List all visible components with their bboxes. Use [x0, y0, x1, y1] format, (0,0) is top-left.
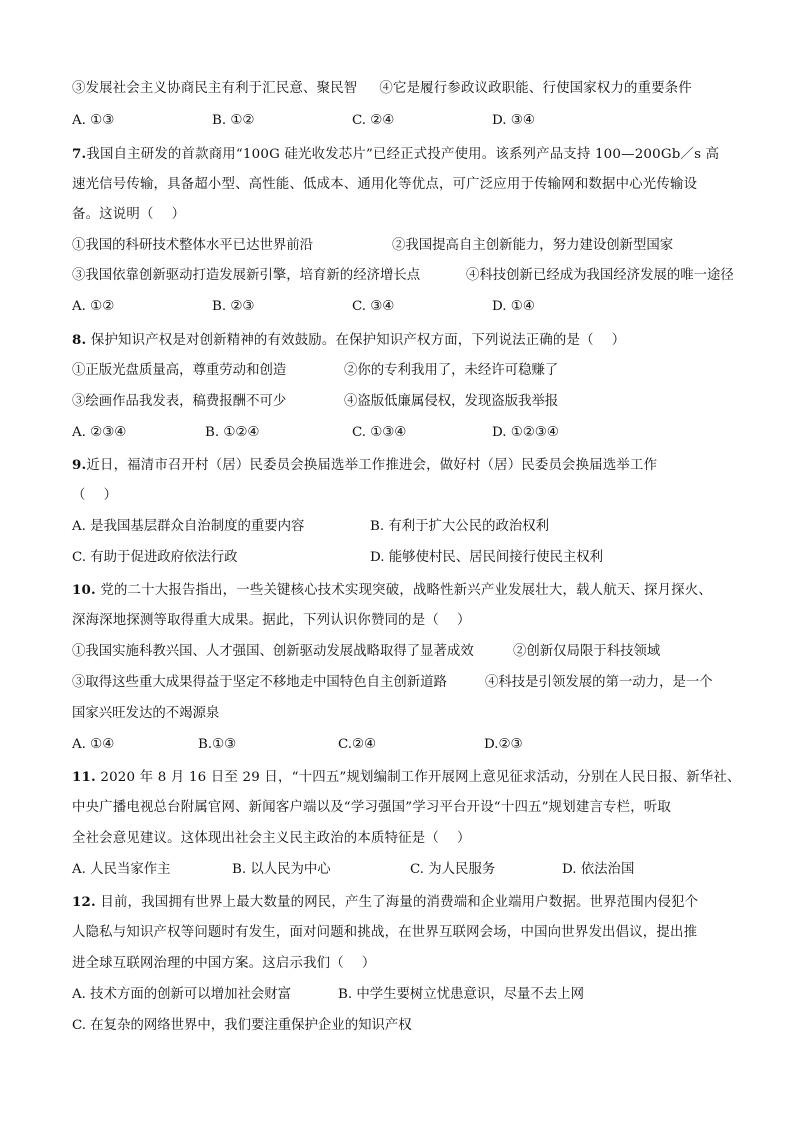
q7-statement-4: ④科技创新已经成为我国经济发展的唯一途径 — [466, 268, 734, 283]
q6-option-c[interactable]: C. ②④ — [352, 113, 395, 128]
q10-stem-line-2: 深海深地探测等取得重大成果。据此，下列认识你赞同的是（ ） — [72, 613, 471, 628]
q8-stem: 8. 保护知识产权是对创新精神的有效鼓励。在保护知识产权方面，下列说法正确的是（ ） — [72, 332, 626, 348]
q9-option-a[interactable]: A. 是我国基层群众自治制度的重要内容 — [72, 519, 305, 534]
q11-stem-line-1: 11. 2020 年 8 月 16 日至 29 日，“十四五”规划编制工作开展网上意见征求活动，分别在人民日报、新华社、 — [72, 769, 741, 785]
q8-option-b[interactable]: B. ①②④ — [205, 425, 260, 440]
q7-statement-2: ②我国提高自主创新能力，努力建设创新型国家 — [392, 238, 674, 253]
q10-statement-3: ③取得这些重大成果得益于坚定不移地走中国特色自主创新道路 — [72, 675, 447, 690]
q7-option-b[interactable]: B. ②③ — [212, 299, 255, 314]
q10-stem-line-1: 10. 党的二十大报告指出，一些关键核心技术实现突破，战略性新兴产业发展壮大，载人航天、探月探火、 — [72, 582, 712, 598]
q8-statement-3: ③绘画作品我发表，稿费报酬不可少 — [72, 394, 287, 409]
q12-stem-line-1: 12. 目前，我国拥有世界上最大数量的网民，产生了海量的消费端和企业端用户数据。世界范围内侵犯个 — [72, 894, 699, 910]
q7-option-c[interactable]: C. ③④ — [352, 299, 395, 314]
q10-statement-4: ④科技是引领发展的第一动力，是一个 — [485, 675, 713, 690]
q10-option-a[interactable]: A. ①④ — [72, 737, 115, 752]
q10-option-d[interactable]: D.②③ — [484, 737, 523, 752]
q6-option-d[interactable]: D. ③④ — [492, 113, 535, 128]
q11-option-c[interactable]: C. 为人民服务 — [410, 862, 496, 877]
q6-option-a[interactable]: A. ①③ — [72, 113, 115, 128]
q11-stem-line-3: 全社会意见建议。这体现出社会主义民主政治的本质特征是（ ） — [72, 831, 471, 846]
q7-stem-line-3: 备。这说明（ ） — [72, 207, 186, 222]
q8-option-a[interactable]: A. ②③④ — [72, 425, 127, 440]
q8-number: 8. — [72, 332, 87, 348]
q7-stem-line-2: 速光信号传输，具备超小型、高性能、低成本、通用化等优点，可广泛应用于传输网和数据中心光传输设 — [72, 177, 698, 192]
q7-stem-line-1: 7.我国自主研发的首款商用“100G 硅光收发芯片”已经正式投产使用。该系列产品支持 100—200Gb／s 高 — [72, 146, 720, 162]
q8-statement-2: ②你的专利我用了，未经许可稳赚了 — [344, 363, 559, 378]
q12-option-a[interactable]: A. 技术方面的创新可以增加社会财富 — [72, 987, 292, 1002]
q7-statement-1: ①我国的科研技术整体水平已达世界前沿 — [72, 238, 314, 253]
q11-option-b[interactable]: B. 以人民为中心 — [232, 862, 331, 877]
q12-stem-line-3: 进全球互联网治理的中国方案。这启示我们（ ） — [72, 956, 376, 971]
q8-statement-1: ①正版光盘质量高，尊重劳动和创造 — [72, 363, 287, 378]
q7-option-d[interactable]: D. ①④ — [492, 299, 535, 314]
q6-option-b[interactable]: B. ①② — [212, 113, 255, 128]
q8-option-c[interactable]: C. ①③④ — [352, 425, 407, 440]
q11-number: 11. — [72, 769, 96, 785]
q6-statement-4: ④它是履行参政议政职能、行使国家权力的重要条件 — [379, 81, 692, 96]
q10-statement-1: ①我国实施科教兴国、人才强国、创新驱动发展战略取得了显著成效 — [72, 644, 474, 659]
q11-option-d[interactable]: D. 依法治国 — [562, 862, 635, 877]
q10-number: 10. — [72, 582, 96, 598]
q9-option-c[interactable]: C. 有助于促进政府依法行政 — [72, 550, 238, 565]
q11-stem-line-2: 中央广播电视总台附属官网、新闻客户端以及“学习强国”学习平台开设“十四五”规划建言专栏，听取 — [72, 800, 671, 815]
q12-option-b[interactable]: B. 中学生要树立忧患意识，尽量不去上网 — [338, 987, 584, 1002]
q7-option-a[interactable]: A. ①② — [72, 299, 115, 314]
q9-stem-line-1: 9.近日，福清市召开村（居）民委员会换届选举工作推进会，做好村（居）民委员会换届选举工作 — [72, 457, 658, 473]
q7-number: 7. — [72, 146, 87, 162]
q11-option-a[interactable]: A. 人民当家作主 — [72, 862, 171, 877]
q10-statement-2: ②创新仅局限于科技领域 — [513, 644, 661, 659]
q12-number: 12. — [72, 894, 96, 910]
q6-statement-3: ③发展社会主义协商民主有利于汇民意、聚民智 — [72, 81, 358, 96]
q7-statement-3: ③我国依靠创新驱动打造发展新引擎，培育新的经济增长点 — [72, 268, 421, 283]
q9-option-d[interactable]: D. 能够使村民、居民间接行使民主权利 — [370, 550, 604, 565]
q8-statement-4: ④盗版低廉属侵权，发现盗版我举报 — [344, 394, 559, 409]
q9-number: 9. — [72, 457, 87, 473]
q10-option-c[interactable]: C.②④ — [338, 737, 377, 752]
q10-statement-4-cont: 国家兴旺发达的不竭源泉 — [72, 706, 220, 721]
q6-statements — [72, 79, 732, 99]
q9-stem-line-2: （ ） — [72, 488, 118, 503]
q12-option-c[interactable]: C. 在复杂的网络世界中，我们要注重保护企业的知识产权 — [72, 1018, 412, 1033]
q12-stem-line-2: 人隐私与知识产权等问题时有发生，面对问题和挑战，在世界互联网会场，中国向世界发出倡议，提出推 — [72, 925, 698, 940]
q8-option-d[interactable]: D. ①②③④ — [492, 425, 559, 440]
q10-option-b[interactable]: B.①③ — [198, 737, 237, 752]
q9-option-b[interactable]: B. 有利于扩大公民的政治权利 — [370, 519, 550, 534]
